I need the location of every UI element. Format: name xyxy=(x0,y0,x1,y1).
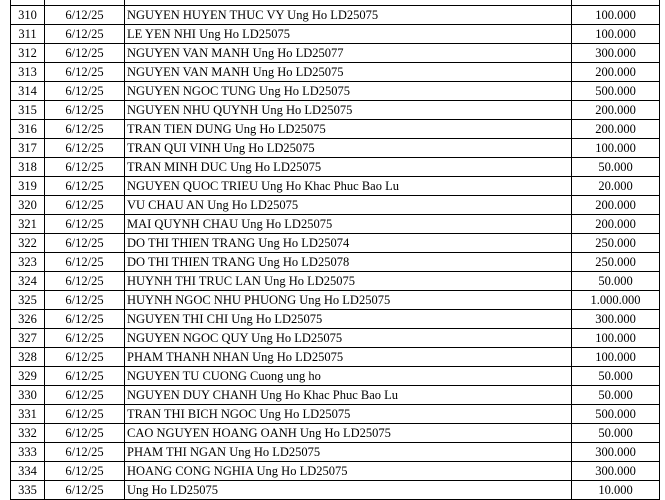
amount-cell: 200.000 xyxy=(572,215,660,234)
amount-cell: 250.000 xyxy=(572,234,660,253)
table-row xyxy=(11,386,660,405)
date-cell: 6/12/25 xyxy=(45,6,125,25)
table-row xyxy=(11,424,660,443)
description-cell: NGUYEN NGOC QUY Ung Ho LD25075 xyxy=(125,329,572,348)
row-number-cell: 315 xyxy=(11,101,45,120)
description-cell: PHAM THANH NHAN Ung Ho LD25075 xyxy=(125,348,572,367)
table-row xyxy=(11,272,660,291)
description-cell: NGUYEN DUY CHANH Ung Ho Khac Phuc Bao Lu xyxy=(125,386,572,405)
description-cell: TRAN MINH DUC Ung Ho LD25075 xyxy=(125,158,572,177)
amount-cell: 300.000 xyxy=(572,44,660,63)
description-cell: TRAN QUI VINH Ung Ho LD25075 xyxy=(125,139,572,158)
date-cell: 6/12/25 xyxy=(45,177,125,196)
table-row xyxy=(11,234,660,253)
date-cell: 6/12/25 xyxy=(45,139,125,158)
date-cell: 6/12/25 xyxy=(45,82,125,101)
description-cell: TRAN TIEN DUNG Ung Ho LD25075 xyxy=(125,120,572,139)
table-row xyxy=(11,158,660,177)
amount-cell: 200.000 xyxy=(572,120,660,139)
date-cell: 6/12/25 xyxy=(45,44,125,63)
date-cell: 6/12/25 xyxy=(45,63,125,82)
row-number-cell: 312 xyxy=(11,44,45,63)
table-row xyxy=(11,44,660,63)
amount-cell: 1.000.000 xyxy=(572,291,660,310)
donation-sheet xyxy=(10,0,660,500)
amount-cell: 200.000 xyxy=(572,196,660,215)
date-cell: 6/12/25 xyxy=(45,329,125,348)
description-cell: NGUYEN TU CUONG Cuong ung ho xyxy=(125,367,572,386)
row-number-cell: 311 xyxy=(11,25,45,44)
amount-cell: 50.000 xyxy=(572,367,660,386)
date-cell: 6/12/25 xyxy=(45,291,125,310)
table-row xyxy=(11,82,660,101)
date-cell: 6/12/25 xyxy=(45,386,125,405)
table-row xyxy=(11,6,660,25)
amount-cell: 300.000 xyxy=(572,310,660,329)
row-number-cell: 328 xyxy=(11,348,45,367)
table-row xyxy=(11,139,660,158)
row-number-cell: 314 xyxy=(11,82,45,101)
table-row xyxy=(11,25,660,44)
row-number-cell: 325 xyxy=(11,291,45,310)
table-row xyxy=(11,329,660,348)
description-cell: Ung Ho LD25075 xyxy=(125,481,572,500)
table-row xyxy=(11,348,660,367)
amount-cell: 100.000 xyxy=(572,348,660,367)
date-cell: 6/12/25 xyxy=(45,481,125,500)
donation-table xyxy=(10,0,660,500)
description-cell: LE YEN NHI Ung Ho LD25075 xyxy=(125,25,572,44)
row-number-cell: 331 xyxy=(11,405,45,424)
description-cell: TRAN THI BICH NGOC Ung Ho LD25075 xyxy=(125,405,572,424)
table-row xyxy=(11,253,660,272)
table-row xyxy=(11,367,660,386)
description-cell: DO THI THIEN TRANG Ung Ho LD25078 xyxy=(125,253,572,272)
amount-cell: 250.000 xyxy=(572,253,660,272)
amount-cell: 100.000 xyxy=(572,139,660,158)
date-cell: 6/12/25 xyxy=(45,101,125,120)
row-number-cell: 322 xyxy=(11,234,45,253)
amount-cell: 50.000 xyxy=(572,424,660,443)
amount-cell: 50.000 xyxy=(572,386,660,405)
row-number-cell: 327 xyxy=(11,329,45,348)
donation-rows xyxy=(11,0,660,500)
description-cell: NGUYEN NHU QUYNH Ung Ho LD25075 xyxy=(125,101,572,120)
table-row xyxy=(11,405,660,424)
table-row xyxy=(11,215,660,234)
table-row xyxy=(11,291,660,310)
date-cell: 6/12/25 xyxy=(45,443,125,462)
row-number-cell: 334 xyxy=(11,462,45,481)
description-cell: HUYNH NGOC NHU PHUONG Ung Ho LD25075 xyxy=(125,291,572,310)
row-number-cell: 329 xyxy=(11,367,45,386)
row-number-cell: 321 xyxy=(11,215,45,234)
row-number-cell: 335 xyxy=(11,481,45,500)
date-cell: 6/12/25 xyxy=(45,234,125,253)
description-cell: CAO NGUYEN HOANG OANH Ung Ho LD25075 xyxy=(125,424,572,443)
table-row xyxy=(11,101,660,120)
date-cell: 6/12/25 xyxy=(45,253,125,272)
amount-cell: 500.000 xyxy=(572,405,660,424)
date-cell: 6/12/25 xyxy=(45,272,125,291)
amount-cell: 300.000 xyxy=(572,462,660,481)
description-cell: NGUYEN HUYEN THUC VY Ung Ho LD25075 xyxy=(125,6,572,25)
amount-cell: 200.000 xyxy=(572,63,660,82)
date-cell: 6/12/25 xyxy=(45,120,125,139)
amount-cell: 100.000 xyxy=(572,25,660,44)
table-row xyxy=(11,310,660,329)
amount-cell: 10.000 xyxy=(572,481,660,500)
row-number-cell: 326 xyxy=(11,310,45,329)
table-row xyxy=(11,196,660,215)
row-number-cell: 323 xyxy=(11,253,45,272)
date-cell: 6/12/25 xyxy=(45,367,125,386)
table-row xyxy=(11,443,660,462)
row-number-cell: 317 xyxy=(11,139,45,158)
description-cell: NGUYEN THI CHI Ung Ho LD25075 xyxy=(125,310,572,329)
row-number-cell: 332 xyxy=(11,424,45,443)
row-number-cell: 333 xyxy=(11,443,45,462)
row-number-cell: 330 xyxy=(11,386,45,405)
row-number-cell: 324 xyxy=(11,272,45,291)
table-row xyxy=(11,63,660,82)
description-cell: VU CHAU AN Ung Ho LD25075 xyxy=(125,196,572,215)
description-cell: HUYNH THI TRUC LAN Ung Ho LD25075 xyxy=(125,272,572,291)
row-number-cell: 310 xyxy=(11,6,45,25)
date-cell: 6/12/25 xyxy=(45,462,125,481)
table-row xyxy=(11,462,660,481)
description-cell: NGUYEN NGOC TUNG Ung Ho LD25075 xyxy=(125,82,572,101)
description-cell: NGUYEN VAN MANH Ung Ho LD25075 xyxy=(125,63,572,82)
description-cell: MAI QUYNH CHAU Ung Ho LD25075 xyxy=(125,215,572,234)
amount-cell: 100.000 xyxy=(572,6,660,25)
table-row xyxy=(11,177,660,196)
row-number-cell: 320 xyxy=(11,196,45,215)
date-cell: 6/12/25 xyxy=(45,424,125,443)
row-number-cell: 316 xyxy=(11,120,45,139)
date-cell: 6/12/25 xyxy=(45,405,125,424)
description-cell: HOANG CONG NGHIA Ung Ho LD25075 xyxy=(125,462,572,481)
description-cell: NGUYEN VAN MANH Ung Ho LD25077 xyxy=(125,44,572,63)
amount-cell: 50.000 xyxy=(572,158,660,177)
date-cell: 6/12/25 xyxy=(45,348,125,367)
amount-cell: 200.000 xyxy=(572,101,660,120)
date-cell: 6/12/25 xyxy=(45,158,125,177)
description-cell: DO THI THIEN TRANG Ung Ho LD25074 xyxy=(125,234,572,253)
date-cell: 6/12/25 xyxy=(45,25,125,44)
date-cell: 6/12/25 xyxy=(45,215,125,234)
description-cell: NGUYEN QUOC TRIEU Ung Ho Khac Phuc Bao Lu xyxy=(125,177,572,196)
description-cell: PHAM THI NGAN Ung Ho LD25075 xyxy=(125,443,572,462)
amount-cell: 300.000 xyxy=(572,443,660,462)
table-row xyxy=(11,120,660,139)
row-number-cell: 319 xyxy=(11,177,45,196)
row-number-cell: 318 xyxy=(11,158,45,177)
row-number-cell: 313 xyxy=(11,63,45,82)
table-row xyxy=(11,481,660,500)
amount-cell: 500.000 xyxy=(572,82,660,101)
amount-cell: 50.000 xyxy=(572,272,660,291)
amount-cell: 20.000 xyxy=(572,177,660,196)
date-cell: 6/12/25 xyxy=(45,310,125,329)
amount-cell: 100.000 xyxy=(572,329,660,348)
date-cell: 6/12/25 xyxy=(45,196,125,215)
